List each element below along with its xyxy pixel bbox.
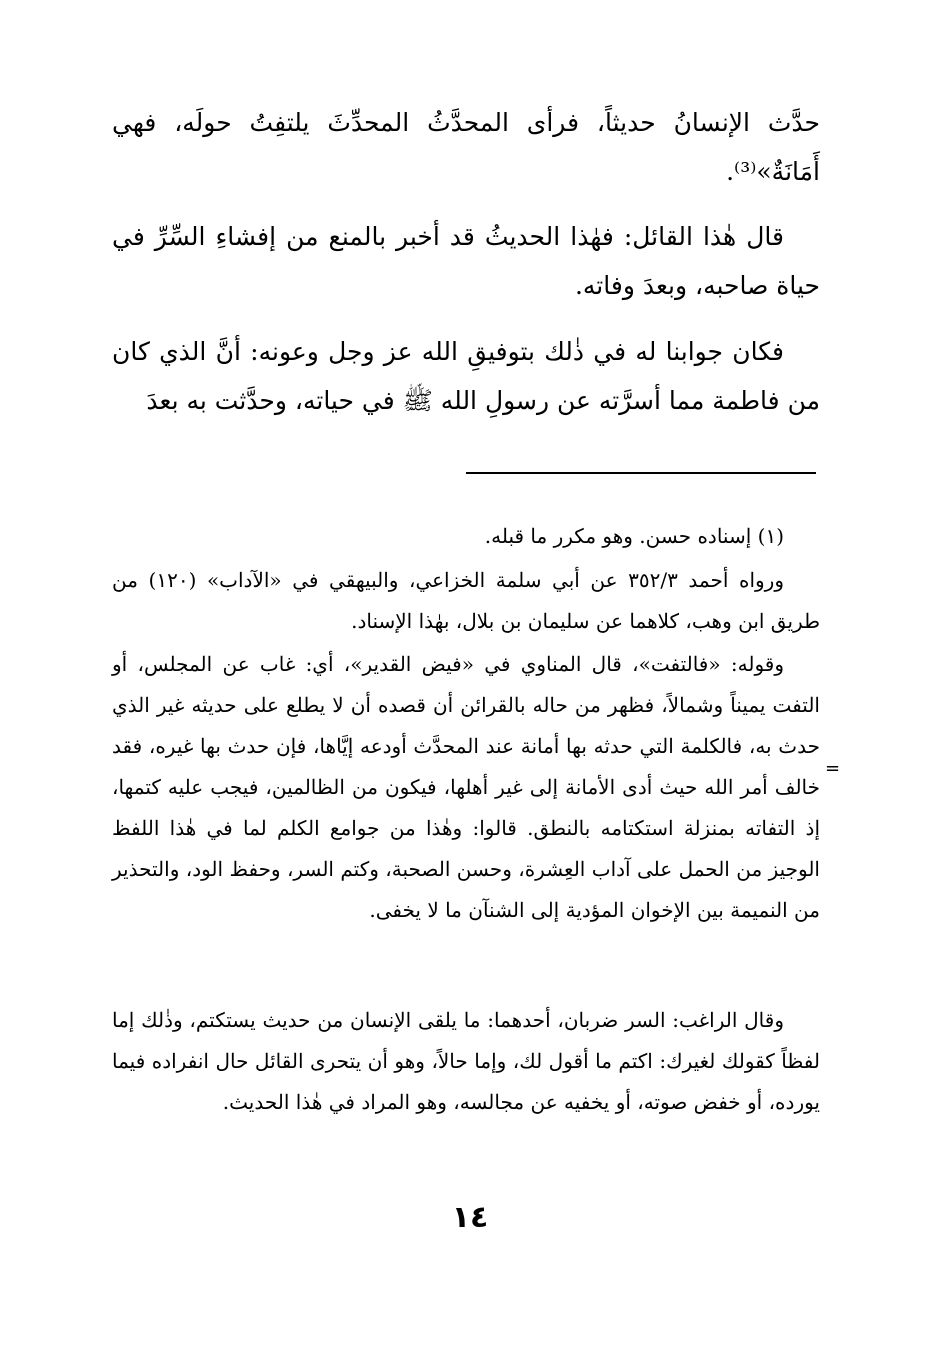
main-paragraph-text: فكان جوابنا له في ذٰلك بتوفيقِ الله عز وجل وعونه: أنَّ الذي كان من فاطمة مما أسرَّته عن رسولِ الله ﷺ في حياته، وحدَّثت به بعدَ	[112, 337, 820, 415]
footnote-heading-text: (١) إسناده حسن. وهو مكرر ما قبله.	[484, 524, 784, 548]
main-paragraph-1	[112, 98, 820, 196]
footnote-1-heading	[112, 516, 820, 557]
footnote-paragraph-1	[112, 560, 820, 642]
page-number: ١٤	[451, 1200, 489, 1235]
footnote-paragraph-2	[112, 644, 820, 931]
footnote-paragraph-3	[112, 1000, 820, 1123]
footnote-continuation-marker: =	[825, 758, 841, 779]
footnote-separator-rule	[466, 472, 816, 474]
footnote-paragraph-text: ورواه أحمد ٣٥٢/٣ عن أبي سلمة الخزاعي، والبيهقي في «الآداب» (١٢٠) من طريق ابن وهب، كلاهما عن سليمان بن بلال، بهٰذا الإسناد.	[112, 568, 820, 633]
footnote-paragraph-text: وقال الراغب: السر ضربان، أحدهما: ما يلقى الإنسان من حديث يستكتم، وذٰلك إما لفظاً كقولك لغيرك: اكتم ما أقول لك، وإما حالاً، وهو أن يتحرى القائل حال انفراده فيما يورده، أو خفض صوته، أو يخفيه عن مجالسه، وهو المراد في هٰذا الحديث.	[112, 1008, 820, 1114]
main-paragraph-2	[112, 212, 820, 310]
footnote-paragraph-text: وقوله: «فالتفت»، قال المناوي في «فيض القدير»، أي: غاب عن المجلس، أو التفت يميناً وشمالاً، فظهر من حاله بالقرائن أن قصده أن لا يطلع على حديثه غير الذي حدث به، فالكلمة التي حدثه بها أمانة عند المحدَّث أودعه إيَّاها، فإن حدث بها غيره، فقد خالف أمر الله حيث أدى الأمانة إلى غير أهلها، فيكون من الظالمين، فيجب عليه كتمها، إذ التفاته بمنزلة استكتامه بالنطق. قالوا: وهٰذا من جوامع الكلم لما في هٰذا اللفظ الوجيز من الحمل على آداب العِشرة، وحسن الصحبة، وكتم السر، وحفظ الود، والتحذير من النميمة بين الإخوان المؤدية إلى الشنآن ما لا يخفى.	[112, 652, 821, 922]
main-paragraph-text: حدَّث الإنسانُ حديثاً، فرأى المحدَّثُ المحدِّثَ يلتفِتُ حولَه، فهي أَمَانَةٌ»⁽³⁾.	[112, 108, 820, 186]
main-paragraph-3	[112, 327, 820, 425]
main-paragraph-text: قال هٰذا القائل: فهٰذا الحديثُ قد أخبر بالمنع من إفشاءِ السِّرِّ في حياة صاحبه، وبعدَ وفاته.	[112, 222, 820, 300]
